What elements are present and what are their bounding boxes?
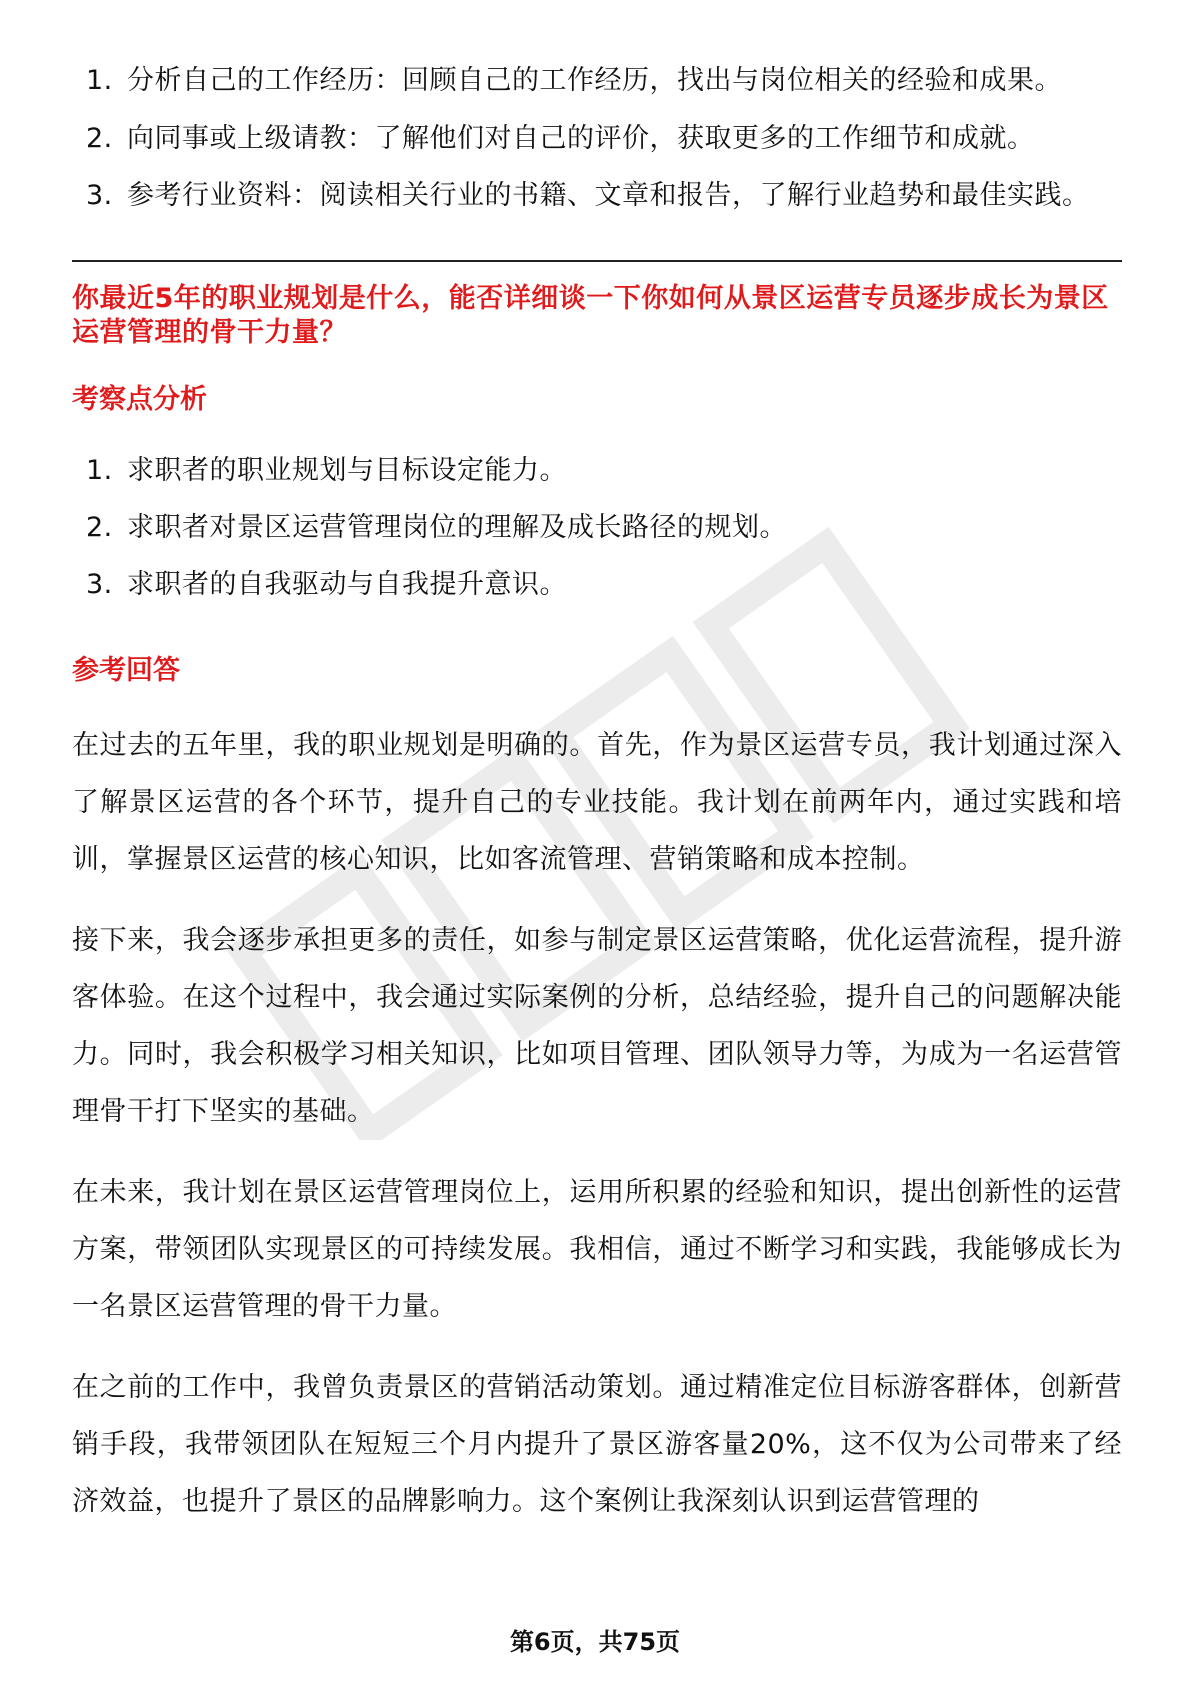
answer-paragraph: 在未来，我计划在景区运营管理岗位上，运用所积累的经验和知识，提出创新性的运营方案，带领团队实现景区的可持续发展。我相信，通过不断学习和实践，我能够成长为一名景区运营管理的骨干力量。 — [72, 1177, 1122, 1322]
answer-paragraph: 在之前的工作中，我曾负责景区的营销活动策划。通过精准定位目标游客群体，创新营销手段，我带领团队在短短三个月内提升了景区游客量20%，这不仅为公司带来了经济效益，也提升了景区的品牌影响力。这个案例让我深刻认识到运营管理的 — [72, 1372, 1122, 1517]
list-item — [72, 167, 1122, 224]
list-item-text: 分析自己的工作经历：回顾自己的工作经历，找出与岗位相关的经验和成果。 — [127, 65, 1062, 96]
list-item — [72, 556, 1122, 613]
list-number: 3. — [86, 180, 113, 211]
list-item-text: 求职者的职业规划与目标设定能力。 — [127, 455, 567, 486]
analysis-list — [72, 442, 1122, 613]
intro-list — [72, 52, 1122, 224]
list-item — [72, 52, 1122, 109]
answer-heading: 参考回答 — [72, 655, 180, 686]
list-number: 2. — [86, 123, 113, 154]
answer-paragraph: 在过去的五年里，我的职业规划是明确的。首先，作为景区运营专员，我计划通过深入了解景区运营的各个环节，提升自己的专业技能。我计划在前两年内，通过实践和培训，掌握景区运营的核心知识，比如客流管理、营销策略和成本控制。 — [72, 730, 1122, 875]
analysis-heading: 考察点分析 — [72, 384, 207, 415]
interview-question: 你最近5年的职业规划是什么，能否详细谈一下你如何从景区运营专员逐步成长为景区运营管理的骨干力量？ — [72, 283, 1109, 348]
list-item-text: 参考行业资料：阅读相关行业的书籍、文章和报告，了解行业趋势和最佳实践。 — [127, 180, 1090, 211]
list-number: 1. — [86, 455, 113, 486]
page-content — [72, 52, 1122, 1530]
list-item-text: 求职者的自我驱动与自我提升意识。 — [127, 569, 567, 600]
list-number: 2. — [86, 512, 113, 543]
list-item-text: 向同事或上级请教：了解他们对自己的评价，获取更多的工作细节和成就。 — [127, 123, 1035, 154]
list-item — [72, 499, 1122, 556]
list-item — [72, 110, 1122, 167]
list-item — [72, 442, 1122, 499]
list-number: 1. — [86, 65, 113, 96]
list-number: 3. — [86, 569, 113, 600]
section-divider — [72, 260, 1122, 262]
page-footer: 第6页，共75页 — [509, 1628, 681, 1656]
answer-paragraph: 接下来，我会逐步承担更多的责任，如参与制定景区运营策略，优化运营流程，提升游客体验。在这个过程中，我会通过实际案例的分析，总结经验，提升自己的问题解决能力。同时，我会积极学习相关知识，比如项目管理、团队领导力等，为成为一名运营管理骨干打下坚实的基础。 — [72, 925, 1122, 1127]
list-item-text: 求职者对景区运营管理岗位的理解及成长路径的规划。 — [127, 512, 787, 543]
